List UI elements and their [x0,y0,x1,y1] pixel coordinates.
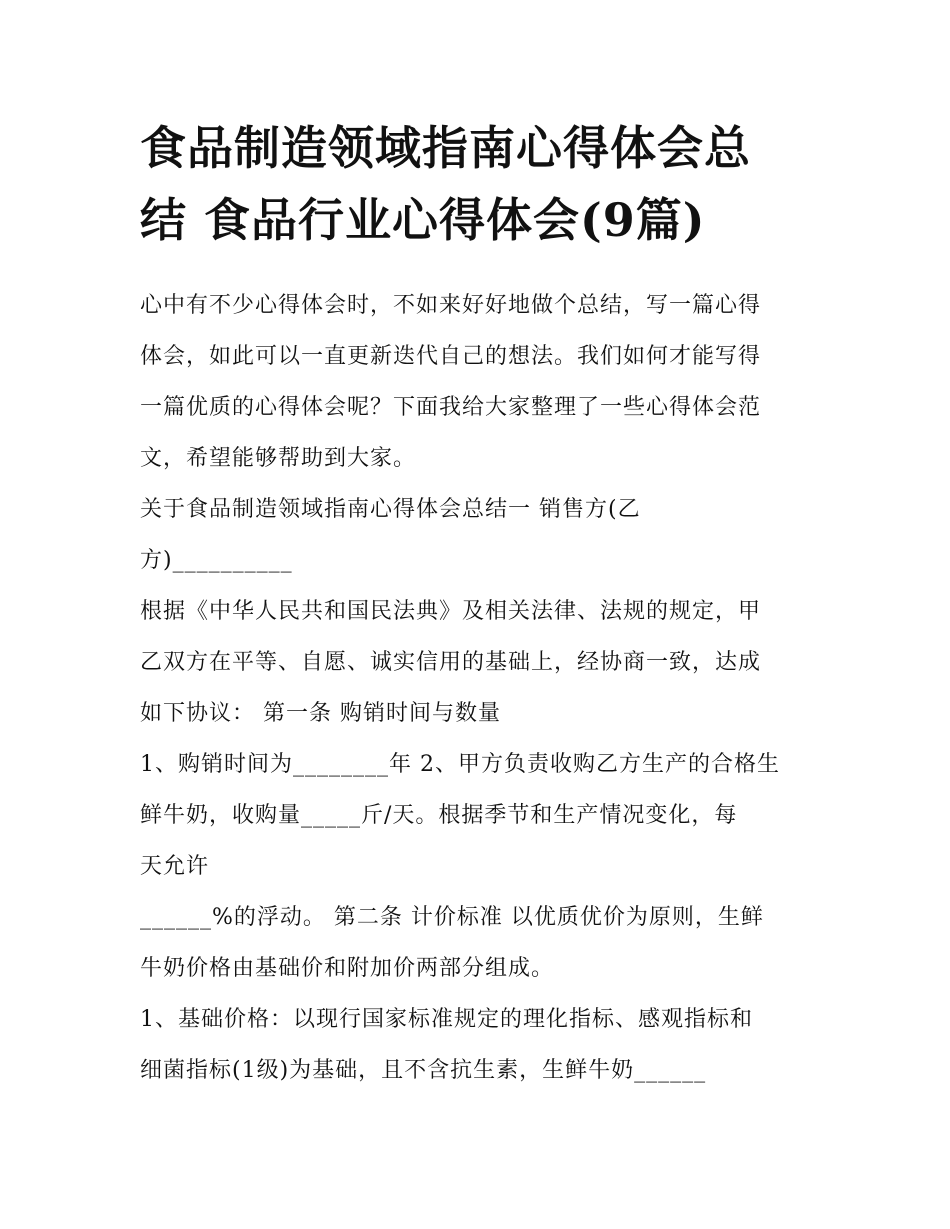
body-line: ______%的浮动。 第二条 计价标准 以优质优价为原则，生鲜 [140,905,764,930]
body-line: 根据《中华人民共和国民法典》及相关法律、法规的规定，甲 [140,599,762,624]
body-line: 乙双方在平等、自愿、诚实信用的基础上，经协商一致，达成 [140,650,762,675]
body-line: 如下协议： 第一条 购销时间与数量 [140,701,501,726]
body-line: 关于食品制造领域指南心得体会总结一 销售方(乙 [140,497,641,522]
body-line: 一篇优质的心得体会呢？下面我给大家整理了一些心得体会范 [140,395,762,420]
body-line: 1、购销时间为________年 2、甲方负责收购乙方生产的合格生 [140,752,780,777]
document-title-line-2: 结 食品行业心得体会(9篇) [140,193,706,247]
body-line: 细菌指标(1级)为基础，且不含抗生素，生鲜牛奶______ [140,1058,707,1083]
body-line: 体会，如此可以一直更新迭代自己的想法。我们如何才能写得 [140,344,762,369]
body-line: 方)__________ [140,548,293,573]
document-page [140,112,820,1096]
body-line: 牛奶价格由基础价和附加价两部分组成。 [140,956,555,981]
body-line: 心中有不少心得体会时，不如来好好地做个总结，写一篇心得 [140,293,762,318]
document-body [140,280,820,1096]
body-line: 1、基础价格：以现行国家标准规定的理化指标、感观指标和 [140,1007,753,1032]
body-line: 天允许 [140,854,210,879]
document-title-line-1: 食品制造领域指南心得体会总 [140,121,751,175]
body-line: 鲜牛奶，收购量_____斤/天。根据季节和生产情况变化，每 [140,803,738,828]
body-line: 文，希望能够帮助到大家。 [140,446,417,471]
